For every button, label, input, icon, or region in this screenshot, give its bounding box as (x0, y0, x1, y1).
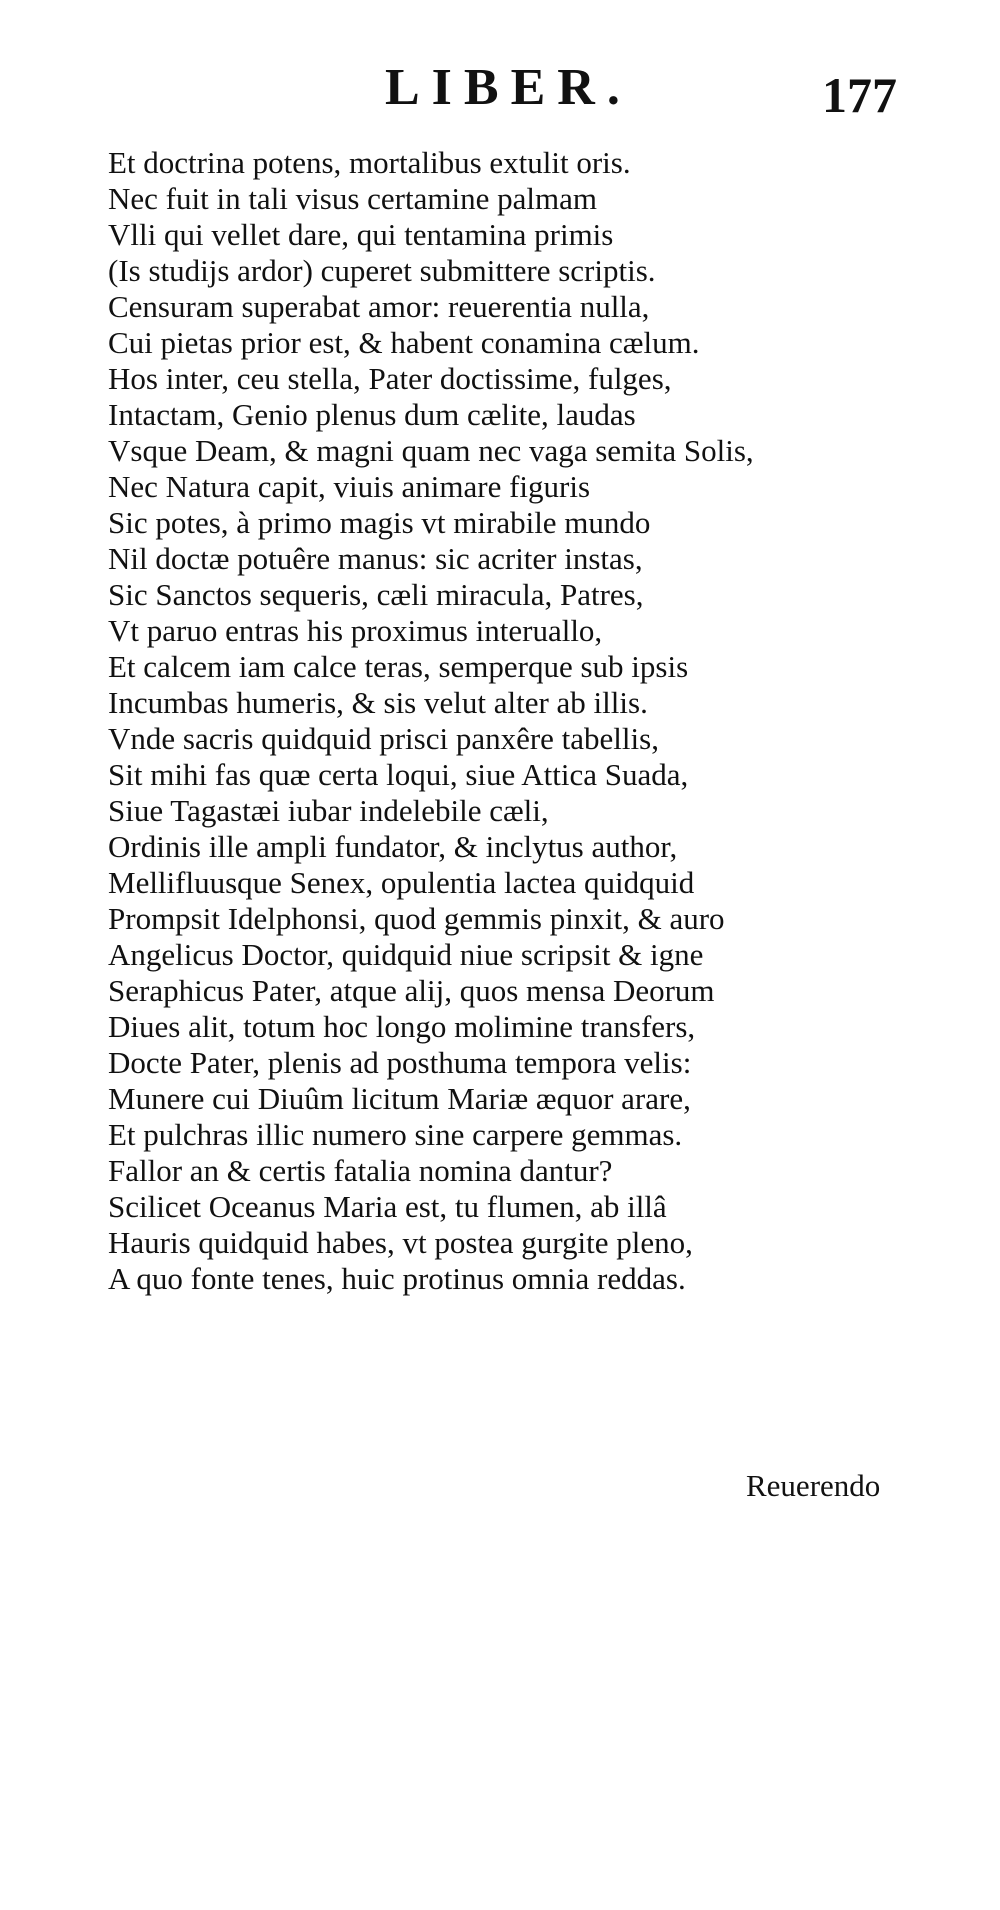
verse-line: Vlli qui vellet dare, qui tentamina primis (108, 217, 614, 252)
verse-line: Vt paruo entras his proximus interuallo, (108, 613, 603, 648)
verse-line: Siue Tagastæi iubar indelebile cæli, (108, 793, 549, 828)
verse-line: Sic Sanctos sequeris, cæli miracula, Patres, (108, 577, 644, 612)
page-number: 177 (822, 67, 897, 123)
verse-line: (Is studijs ardor) cuperet submittere scriptis. (108, 253, 656, 288)
verse-line: Ordinis ille ampli fundator, & inclytus author, (108, 829, 678, 864)
verse-line: Vsque Deam, & magni quam nec vaga semita Solis, (108, 433, 754, 468)
verse-line: Sit mihi fas quæ certa loqui, siue Attica Suada, (108, 757, 689, 792)
running-head: LIBER. (385, 59, 632, 116)
verse-line: Censuram superabat amor: reuerentia nulla, (108, 289, 650, 324)
verse-line: Et pulchras illic numero sine carpere gemmas. (108, 1117, 683, 1152)
verse-line: Sic potes, à primo magis vt mirabile mundo (108, 505, 651, 540)
verse-line: Intactam, Genio plenus dum cælite, laudas (108, 397, 636, 432)
verse-line: Angelicus Doctor, quidquid niue scripsit & igne (108, 937, 704, 972)
verse-line: A quo fonte tenes, huic protinus omnia reddas. (108, 1261, 686, 1296)
verse-line: Fallor an & certis fatalia nomina dantur? (108, 1153, 613, 1188)
verse-line: Mellifluusque Senex, opulentia lactea quidquid (108, 865, 695, 900)
verse-block (108, 145, 928, 1297)
verse-line: Et calcem iam calce teras, semperque sub ipsis (108, 649, 689, 684)
verse-line: Diues alit, totum hoc longo molimine transfers, (108, 1009, 696, 1044)
catchword: Reuerendo (746, 1468, 881, 1503)
verse-line: Seraphicus Pater, atque alij, quos mensa Deorum (108, 973, 715, 1008)
verse-line: Cui pietas prior est, & habent conamina cælum. (108, 325, 700, 360)
verse-line: Incumbas humeris, & sis velut alter ab illis. (108, 685, 648, 720)
verse-line: Nec Natura capit, viuis animare figuris (108, 469, 591, 504)
verse-line: Munere cui Diuûm licitum Mariæ æquor arare, (108, 1081, 691, 1116)
verse-line: Vnde sacris quidquid prisci panxêre tabellis, (108, 721, 659, 756)
verse-line: Nil doctæ potuêre manus: sic acriter instas, (108, 541, 643, 576)
verse-line: Docte Pater, plenis ad posthuma tempora velis: (108, 1045, 692, 1080)
verse-line: Et doctrina potens, mortalibus extulit oris. (108, 145, 631, 180)
verse-line: Hos inter, ceu stella, Pater doctissime, fulges, (108, 361, 672, 396)
verse-line: Scilicet Oceanus Maria est, tu flumen, ab illâ (108, 1189, 667, 1224)
verse-line: Nec fuit in tali visus certamine palmam (108, 181, 597, 216)
verse-line: Prompsit Idelphonsi, quod gemmis pinxit, & auro (108, 901, 725, 936)
verse-line: Hauris quidquid habes, vt postea gurgite pleno, (108, 1225, 693, 1260)
